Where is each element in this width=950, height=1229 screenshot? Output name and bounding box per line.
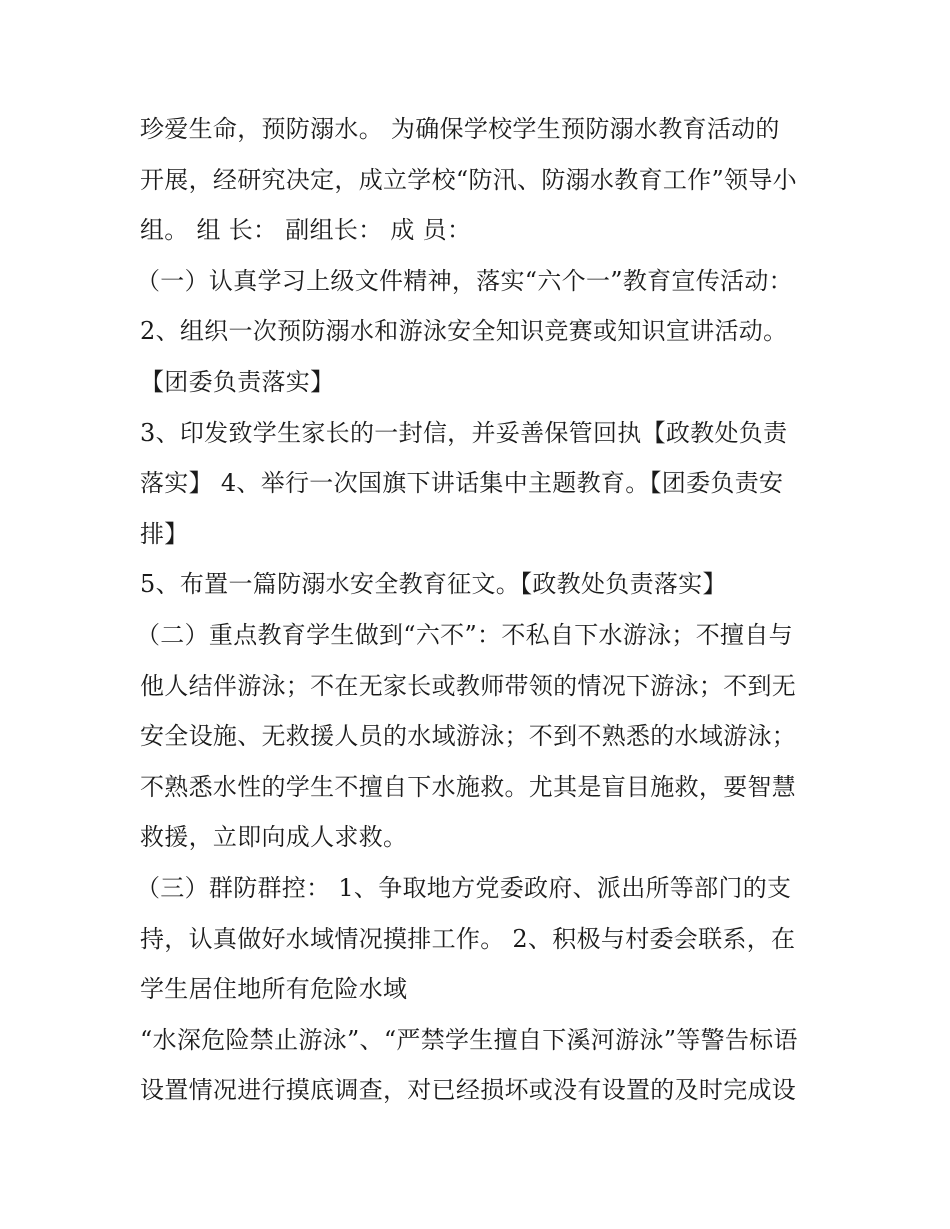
section-heading-3: （三）群防群控： 1、争取地方党委政府、派出所等部门的支	[136, 873, 792, 902]
document-body	[136, 104, 820, 1116]
text-line: 开展，经研究决定，成立学校“防汛、防溺水教育工作”领导小	[140, 165, 797, 194]
text-line: “水深危险禁止游泳”、“严禁学生擅自下溪河游泳”等警告标语	[140, 1025, 798, 1054]
text-line: 【团委负责落实】	[140, 367, 335, 396]
text-line: 持，认真做好水域情况摸排工作。 2、积极与村委会联系，在	[140, 924, 796, 953]
text-line: 落实】 4、举行一次国旗下讲话集中主题教育。【团委负责安	[140, 469, 784, 498]
text-line: 设置情况进行摸底调查，对已经损坏或没有设置的及时完成设	[140, 1076, 797, 1105]
text-line: 珍爱生命，预防溺水。 为确保学校学生预防溺水教育活动的	[140, 115, 780, 143]
text-line: 不熟悉水性的学生不擅自下水施救。尤其是盲目施救，要智慧	[140, 772, 797, 801]
text-line: 3、印发致学生家长的一封信，并妥善保管回执【政教处负责	[140, 418, 788, 447]
text-line: 安全设施、无救援人员的水域游泳；不到不熟悉的水域游泳；	[140, 722, 797, 751]
section-heading-1: （一）认真学习上级文件精神，落实“六个一”教育宣传活动：	[136, 266, 793, 295]
text-line: 排】	[140, 519, 189, 548]
section-heading-2: （二）重点教育学生做到“六不”：不私自下水游泳；不擅自与	[136, 620, 793, 649]
text-line: 5、布置一篇防溺水安全教育征文。【政教处负责落实】	[140, 570, 727, 599]
text-line: 学生居住地所有危险水域	[140, 975, 408, 1004]
text-line: 他人结伴游泳；不在无家长或教师带领的情况下游泳；不到无	[140, 671, 797, 700]
text-line: 救援，立即向成人求救。	[140, 823, 408, 852]
text-line: 2、组织一次预防溺水和游泳安全知识竞赛或知识宣讲活动。	[140, 317, 788, 346]
text-line: 组。 组 长： 副组长： 成 员：	[140, 216, 472, 245]
